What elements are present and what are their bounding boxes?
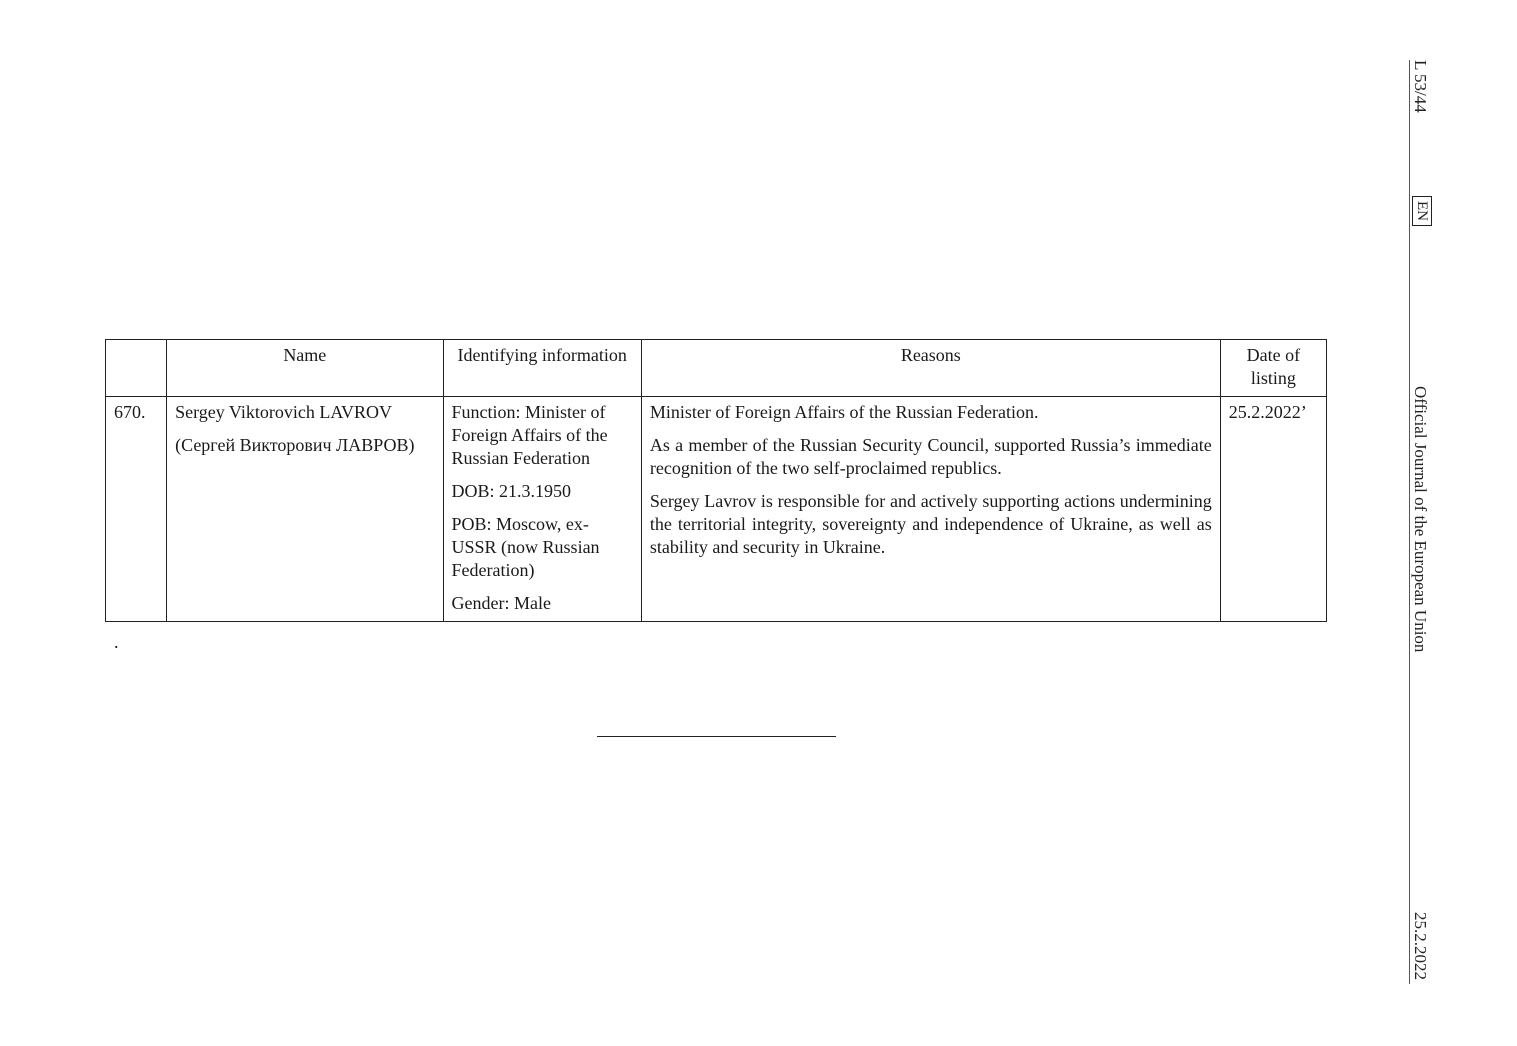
journal-title: Official Journal of the European Union <box>1411 386 1430 653</box>
sanctions-listing-table <box>105 339 1327 622</box>
cell-date-of-listing <box>1220 397 1326 622</box>
page-reference: L 53/44 <box>1411 60 1430 113</box>
language-badge: EN <box>1412 196 1432 226</box>
dob-text: DOB: 21.3.1950 <box>451 481 572 501</box>
gender-text: Gender: Male <box>451 593 551 613</box>
date-of-listing: 25.2.2022’ <box>1228 402 1307 422</box>
pob-text: POB: Moscow, ex-USSR (now Russian Federation) <box>451 514 600 580</box>
name-latin: Sergey Viktorovich LAVROV <box>175 402 393 422</box>
reason-paragraph: Minister of Foreign Affairs of the Russian Federation. <box>649 402 1039 422</box>
reason-paragraph: As a member of the Russian Security Council, supported Russia’s immediate recognition of the two self-proclaimed republics. <box>649 435 1212 478</box>
column-header-date-of-listing: Date of listing <box>1220 340 1326 397</box>
column-header-number <box>106 340 167 397</box>
column-header-name: Name <box>167 340 443 397</box>
cell-entry-number <box>106 397 167 622</box>
reason-paragraph: Sergey Lavrov is responsible for and actively supporting actions undermining the territorial integrity, sovereignty and independence of Ukraine, as well as stability and security in Ukraine. <box>649 491 1212 557</box>
cell-name <box>167 397 443 622</box>
stray-mark: . <box>114 632 119 652</box>
entry-number: 670. <box>114 402 146 422</box>
column-header-reasons: Reasons <box>641 340 1220 397</box>
end-of-section-rule <box>597 736 836 737</box>
name-cyrillic: (Сергей Викторович ЛАВРОВ) <box>175 435 415 455</box>
publication-date: 25.2.2022 <box>1411 912 1430 980</box>
column-header-identifying-information: Identifying information <box>443 340 641 397</box>
table-row <box>106 397 1327 622</box>
cell-identifying-information <box>443 397 641 622</box>
table-header-row <box>106 340 1327 397</box>
function-text: Function: Minister of Foreign Affairs of the Russian Federation <box>451 402 608 468</box>
cell-reasons <box>641 397 1220 622</box>
